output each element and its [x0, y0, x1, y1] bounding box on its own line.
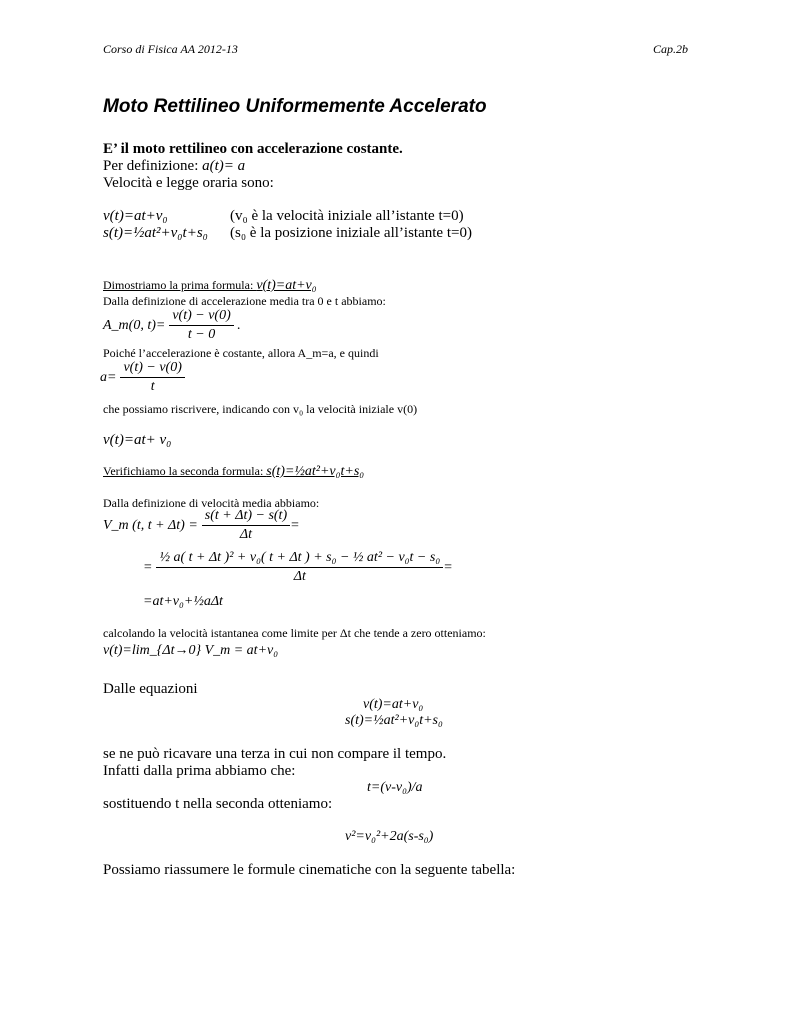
position-law-note: (s₀ è la posizione iniziale all’istante t=0)	[230, 225, 472, 241]
expanded-velocity-formula: = $\frac{\text{½ a( t + Δt )² + v₀( t + Δt ) + s₀ − ½ at² − v₀t − s₀}}{\Delta t}$ =	[143, 550, 453, 584]
average-acceleration-formula: A_m(0, t)= $\frac{v(t) - v(0)}{t - 0}$ .	[103, 308, 241, 342]
combined-line1: se ne può ricavare una terza in cui non compare il tempo.	[103, 746, 447, 762]
limit-text: calcolando la velocità istantanea come limite per Δt che tende a zero otteniamo:	[103, 626, 486, 640]
final-equation: v²=v₀²+2a(s-s₀)	[345, 829, 434, 844]
proof1-heading: Dimostriamo la prima formula: v(t)=at+v₀	[103, 278, 317, 293]
acceleration-formula: a= $\frac{v(t) - v(0)}{t}$	[100, 360, 185, 395]
proof1-line1: Dalla definizione di accelerazione media tra 0 e t abbiamo:	[103, 294, 386, 308]
position-law: s(t)=½at²+v₀t+s₀	[103, 225, 208, 241]
combined-line3: sostituendo t nella seconda otteniamo:	[103, 796, 333, 812]
combined-eq1: v(t)=at+v₀	[363, 697, 424, 712]
definition-equation: a(t)= a	[202, 158, 246, 174]
time-equation: t=(v-v₀)/a	[367, 780, 423, 795]
limit-equation: v(t)=lim_{Δt→0} V_m = at+v₀	[103, 643, 279, 658]
proof2-heading: Verifichiamo la seconda formula: s(t)=½at²+v₀t+s₀	[103, 464, 365, 479]
header-chapter: Cap.2b	[652, 42, 688, 56]
combined-intro: Dalle equazioni	[103, 681, 198, 697]
velocity-law: v(t)=at+v₀	[103, 208, 168, 224]
proof2-line1: Dalla definizione di velocità media abbiamo:	[103, 496, 320, 510]
intro-bold-line: E’ il moto rettilineo con accelerazione costante.	[103, 141, 403, 157]
header-course: Corso di Fisica AA 2012-13	[103, 42, 238, 56]
velocity-law-note: (v₀ è la velocità iniziale all’istante t=0)	[230, 208, 464, 224]
combined-line2: Infatti dalla prima abbiamo che:	[103, 763, 296, 779]
section-title: Moto Rettilineo Uniformemente Accelerato	[103, 96, 487, 117]
acceleration-fraction: $\frac{v(t) - v(0)}{t}$	[120, 360, 184, 395]
combined-eq2: s(t)=½at²+v₀t+s₀	[345, 713, 443, 728]
expanded-velocity-fraction: $\frac{\text{½ a( t + Δt )² + v₀( t + Δt ) + s₀ − ½ at² − v₀t − s₀}}{\Delta t}$	[156, 550, 443, 585]
average-velocity-fraction: $\frac{s(t + \Delta t) - s(t)}{\Delta t}$	[202, 508, 290, 543]
summary-line: Possiamo riassumere le formule cinematiche con la seguente tabella:	[103, 862, 516, 878]
average-acceleration-fraction: $\frac{v(t) - v(0)}{t - 0}$	[169, 308, 233, 343]
simplified-velocity: =at+v₀+½aΔt	[143, 594, 223, 609]
proof1-line2: Poiché l’accelerazione è costante, allora A_m=a, e quindi	[103, 346, 379, 360]
intro-velocity-line: Velocità e legge oraria sono:	[103, 175, 274, 191]
intro-definition: Per definizione: a(t)= a	[103, 158, 246, 174]
average-velocity-formula: V_m (t, t + Δt) = $\frac{s(t + \Delta t) - s(t)}{\Delta t}$ =	[103, 508, 300, 542]
proof1-line3: che possiamo riscrivere, indicando con v₀ la velocità iniziale v(0)	[103, 402, 418, 416]
proof1-result: v(t)=at+ v₀	[103, 432, 172, 448]
